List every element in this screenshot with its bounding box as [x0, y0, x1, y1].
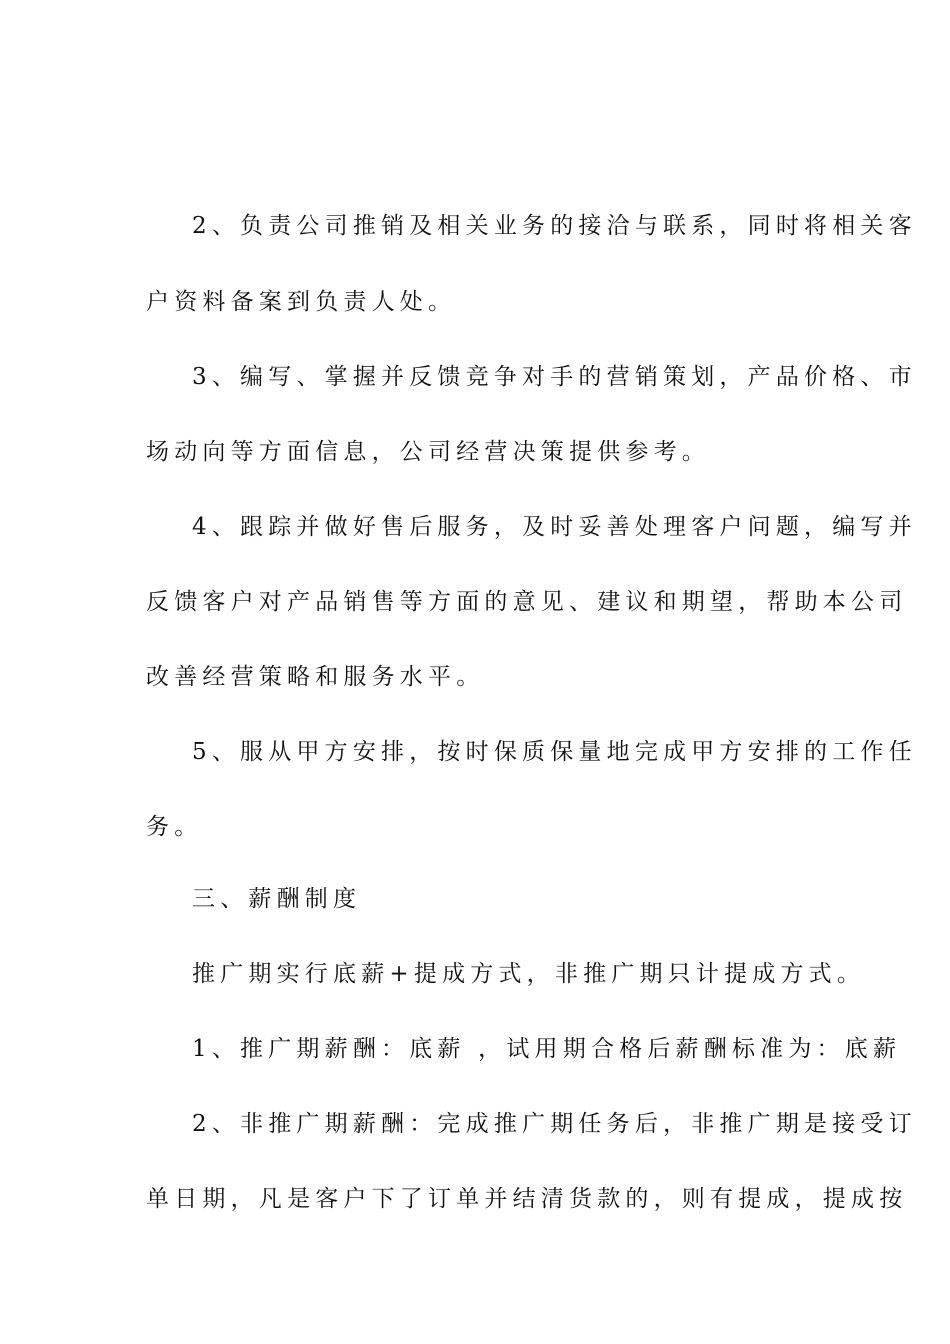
salary-item-1: 1、推广期薪酬：底薪 ，试用期合格后薪酬标准为：底薪	[192, 1036, 902, 1062]
paragraph-2-line-1: 2、负责公司推销及相关业务的接洽与联系，同时将相关客	[192, 213, 917, 239]
paragraph-2-line-2: 户资料备案到负责人处。	[146, 289, 457, 315]
section-heading-salary: 三、薪酬制度	[192, 886, 362, 912]
salary-item-2-line-2: 单日期，凡是客户下了订单并结清货款的，则有提成，提成按	[146, 1186, 908, 1212]
paragraph-4-line-3: 改善经营策略和服务水平。	[146, 664, 485, 690]
paragraph-5-line-2: 务。	[146, 814, 203, 840]
paragraph-4-line-1: 4、跟踪并做好售后服务，及时妥善处理客户问题，编写并	[192, 514, 917, 540]
paragraph-3-line-2: 场动向等方面信息，公司经营决策提供参考。	[146, 439, 710, 465]
salary-intro: 推广期实行底薪+提成方式，非推广期只计提成方式。	[192, 961, 866, 987]
paragraph-3-line-1: 3、编写、掌握并反馈竞争对手的营销策划，产品价格、市	[192, 364, 917, 390]
salary-item-2-line-1: 2、非推广期薪酬：完成推广期任务后，非推广期是接受订	[192, 1111, 917, 1137]
paragraph-4-line-2: 反馈客户对产品销售等方面的意见、建议和期望，帮助本公司	[146, 589, 908, 615]
paragraph-5-line-1: 5、服从甲方安排，按时保质保量地完成甲方安排的工作任	[192, 739, 917, 765]
